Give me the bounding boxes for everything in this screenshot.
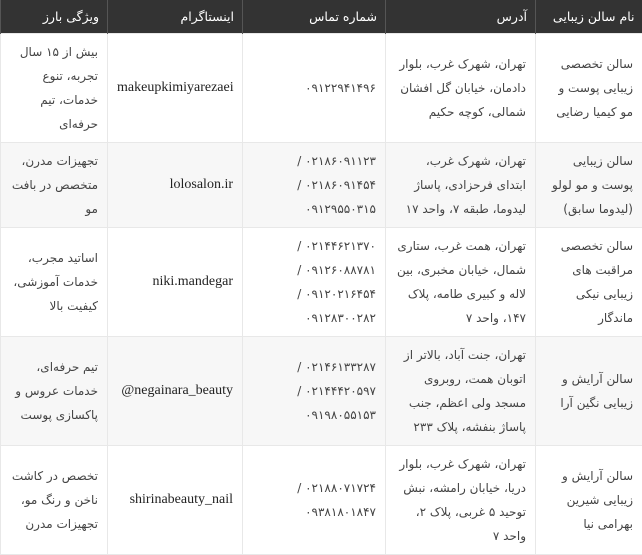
phone-number: ۰۹۳۸۱۸۰۱۸۴۷ [252,500,376,524]
phone-number: ۰۲۱۴۴۶۲۱۳۷۰ / [252,234,376,258]
salon-feature: تجهیزات مدرن، متخصص در بافت مو [1,143,108,228]
table-header-row [1,0,642,34]
phone-number: ۰۹۱۲۸۳۰۰۲۸۲ [252,306,376,330]
phone-number: ۰۹۱۲۲۹۴۱۴۹۶ [252,76,376,100]
phone-number: ۰۹۱۹۸۰۵۵۱۵۳ [252,403,376,427]
phone-number: ۰۲۱۸۶۰۹۱۱۲۳ / [252,149,376,173]
phone-number: ۰۹۱۲۰۲۱۶۴۵۴ / [252,282,376,306]
salon-feature: تخصص در کاشت ناخن و رنگ مو، تجهیزات مدرن [1,446,108,555]
salon-phones [243,143,386,228]
phone-number: ۰۲۱۸۸۰۷۱۷۲۴ / [252,476,376,500]
salon-instagram[interactable]: @negainara_beauty [108,337,243,446]
table-row [1,143,642,228]
header-feature: ویژگی بارز [1,0,108,34]
header-instagram: اینستاگرام [108,0,243,34]
header-name: نام سالن زیبایی [536,0,642,34]
salon-address: تهران، شهرک غرب، ابتدای فرحزادی، پاساژ لیدوما، طبقه ۷، واحد ۱۷ [386,143,536,228]
phone-number: ۰۹۱۲۶۰۸۸۷۸۱ / [252,258,376,282]
salon-feature: تیم حرفه‌ای، خدمات عروس و پاکسازی پوست [1,337,108,446]
salon-address: تهران، شهرک غرب، بلوار دریا، خیابان رامشه، نبش توحید ۵ غربی، پلاک ۲، واحد ۷ [386,446,536,555]
salon-phones [243,34,386,143]
table-row [1,337,642,446]
salon-feature: بیش از ۱۵ سال تجربه، تنوع خدمات، تیم حرفه‌ای [1,34,108,143]
salon-feature: اساتید مجرب، خدمات آموزشی، کیفیت بالا [1,228,108,337]
salon-name: سالن تخصصی مراقبت های زیبایی نیکی ماندگار [536,228,642,337]
salon-address: تهران، همت غرب، ستاری شمال، خیابان مخبری، بین لاله و کبیری طامه، پلاک ۱۴۷، واحد ۷ [386,228,536,337]
header-address: آدرس [386,0,536,34]
table-row [1,228,642,337]
salon-phones [243,228,386,337]
salon-address: تهران، جنت آباد، بالاتر از اتوبان همت، روبروی مسجد ولی اعظم، جنب پاساژ بنفشه، پلاک ۲۳۳ [386,337,536,446]
salon-phones [243,446,386,555]
table-row [1,446,642,555]
phone-number: ۰۲۱۸۶۰۹۱۴۵۴ / [252,173,376,197]
salon-instagram[interactable]: shirinabeauty_nail [108,446,243,555]
phone-number: ۰۲۱۴۶۱۳۳۲۸۷ / [252,355,376,379]
phone-number: ۰۲۱۴۴۴۲۰۵۹۷ / [252,379,376,403]
salon-phones [243,337,386,446]
table-row [1,34,642,143]
salon-name: سالن تخصصی زیبایی پوست و مو کیمیا رضایی [536,34,642,143]
phone-number: ۰۹۱۲۹۵۵۰۳۱۵ [252,197,376,221]
salon-instagram[interactable]: makeupkimiyarezaei [108,34,243,143]
header-phone: شماره تماس [243,0,386,34]
salon-instagram[interactable]: lolosalon.ir [108,143,243,228]
salon-name: سالن آرایش و زیبایی شیرین بهرامی نیا [536,446,642,555]
salon-name: سالن آرایش و زیبایی نگین آرا [536,337,642,446]
salon-address: تهران، شهرک غرب، بلوار دادمان، خیابان گل افشان شمالی، کوچه حکیم [386,34,536,143]
salon-name: سالن زیبایی پوست و مو لولو (لیدوما سابق) [536,143,642,228]
salon-instagram[interactable]: niki.mandegar [108,228,243,337]
